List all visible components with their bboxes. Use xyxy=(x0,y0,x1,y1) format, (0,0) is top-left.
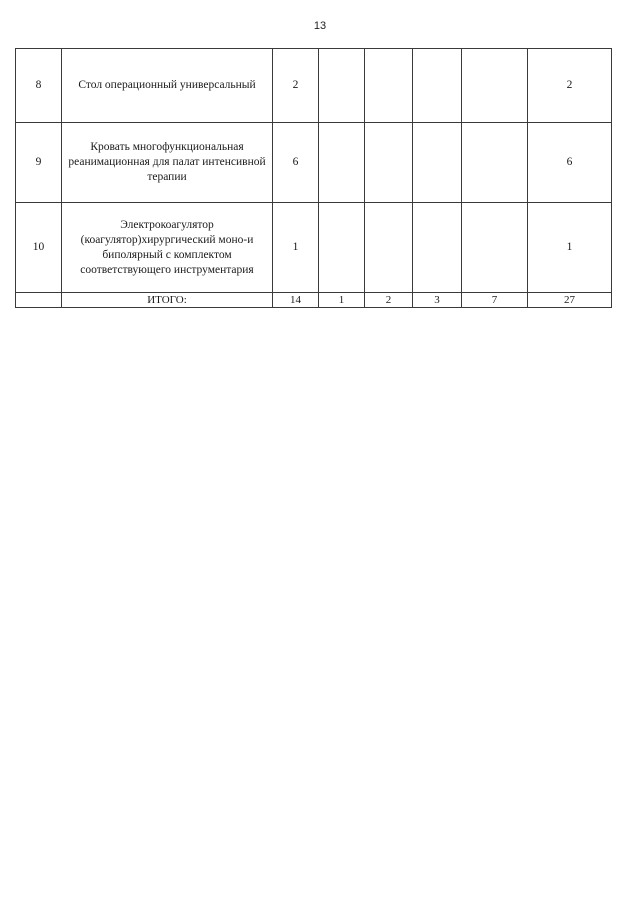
quantity-cell xyxy=(319,203,365,293)
item-name-cell: Кровать многофункциональная реанимационная для палат интенсивной терапии xyxy=(62,123,273,203)
quantity-cell xyxy=(365,203,413,293)
quantity-cell xyxy=(413,203,462,293)
item-name-cell: Стол операционный универсальный xyxy=(62,49,273,123)
summary-quantity-cell: 14 xyxy=(273,293,319,308)
total-cell: 1 xyxy=(528,203,612,293)
row-number-cell: 9 xyxy=(16,123,62,203)
page-number: 13 xyxy=(313,20,327,32)
summary-quantity-cell: 1 xyxy=(319,293,365,308)
total-cell: 6 xyxy=(528,123,612,203)
quantity-cell: 2 xyxy=(273,49,319,123)
table-row xyxy=(16,123,612,203)
table-row xyxy=(16,203,612,293)
table-row xyxy=(16,49,612,123)
equipment-table xyxy=(15,48,612,308)
total-cell: 2 xyxy=(528,49,612,123)
row-number-cell xyxy=(16,293,62,308)
quantity-cell xyxy=(365,49,413,123)
summary-label: ИТОГО: xyxy=(62,293,273,308)
quantity-cell xyxy=(413,123,462,203)
summary-total-cell: 27 xyxy=(528,293,612,308)
summary-quantity-cell: 3 xyxy=(413,293,462,308)
quantity-cell xyxy=(413,49,462,123)
quantity-cell xyxy=(319,123,365,203)
summary-quantity-cell: 2 xyxy=(365,293,413,308)
quantity-cell xyxy=(319,49,365,123)
row-number-cell: 10 xyxy=(16,203,62,293)
quantity-cell xyxy=(462,203,528,293)
summary-row xyxy=(16,293,612,308)
quantity-cell xyxy=(365,123,413,203)
quantity-cell xyxy=(462,123,528,203)
quantity-cell: 1 xyxy=(273,203,319,293)
item-name-cell: Электрокоагулятор (коагулятор)хирургический моно-и биполярный с комплектом соответствующего инструментария xyxy=(62,203,273,293)
quantity-cell: 6 xyxy=(273,123,319,203)
summary-quantity-cell: 7 xyxy=(462,293,528,308)
quantity-cell xyxy=(462,49,528,123)
row-number-cell: 8 xyxy=(16,49,62,123)
